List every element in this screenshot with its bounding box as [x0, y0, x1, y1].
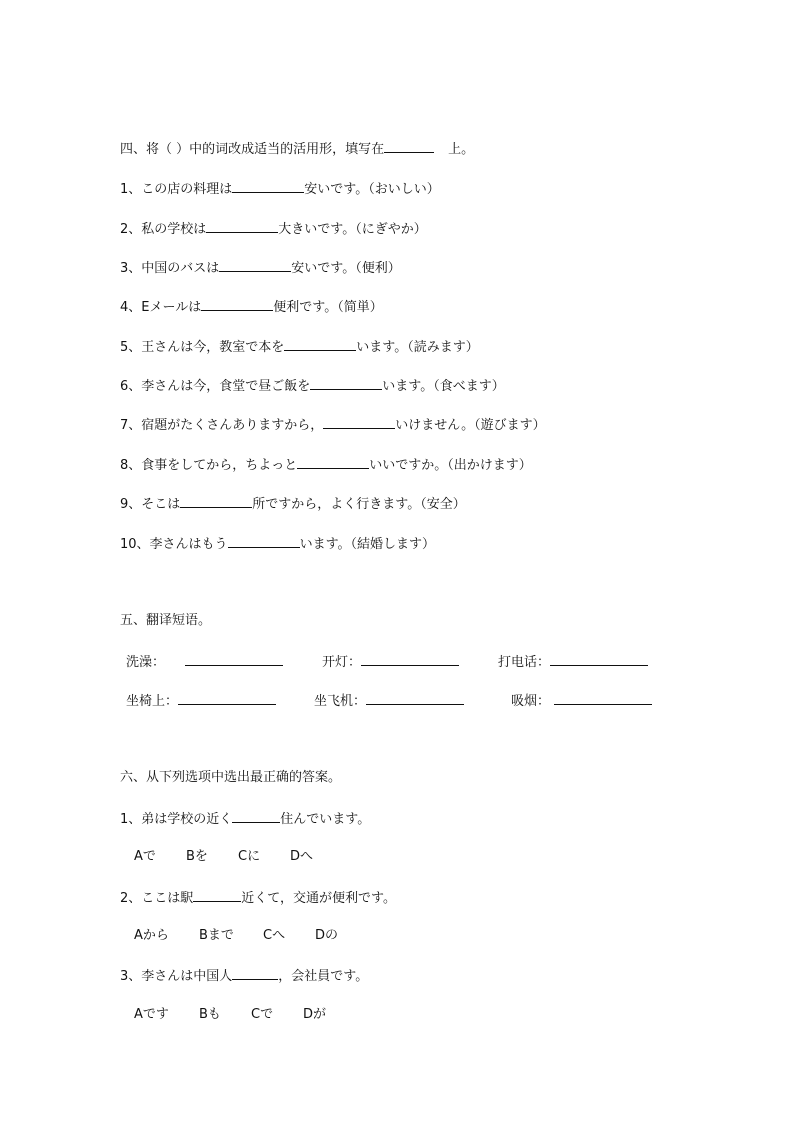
question-number: 2、: [120, 891, 142, 906]
section4-item-3: [120, 259, 401, 277]
item-number: 6、: [120, 379, 142, 394]
answer-blank: [310, 377, 382, 390]
translate-item-plane: [314, 692, 464, 710]
option-b[interactable]: Bも: [199, 1007, 221, 1022]
section4-title-text: 四、将（ ）中的词改成适当的活用形，填写在: [120, 142, 385, 157]
section4-item-8: [120, 456, 532, 474]
answer-blank: [219, 259, 291, 272]
item-text-before: 李さんは今，食堂で昼ご飯を: [141, 379, 311, 394]
answer-blank: [193, 889, 241, 902]
question-number: 1、: [120, 812, 142, 827]
section5-title: 五、翻译短语。: [120, 613, 212, 628]
phrase-label: 坐飞机：: [314, 694, 367, 709]
section4-title-end: 上。: [448, 142, 475, 157]
answer-blank: [180, 495, 252, 508]
item-number: 4、: [120, 300, 142, 315]
phrase-label: 坐椅上：: [126, 694, 179, 709]
question-text-before: 李さんは中国人: [141, 969, 233, 984]
item-text-before: 宿題がたくさんありますから，: [141, 418, 324, 433]
item-number: 7、: [120, 418, 142, 433]
item-text-before: そこは: [141, 497, 181, 512]
item-text-after: 所ですから，よく行きます。（安全）: [252, 497, 466, 512]
phrase-label: 吸烟：: [511, 694, 551, 709]
item-number: 10、: [120, 537, 150, 552]
item-text-after: います。（食べます）: [382, 379, 505, 394]
answer-blank: [232, 810, 280, 823]
option-c[interactable]: Cに: [238, 849, 261, 864]
question-1-options: [134, 849, 313, 865]
question-text-after: 住んでいます。: [280, 812, 371, 827]
option-a[interactable]: Aです: [134, 1007, 169, 1022]
option-d[interactable]: Dが: [303, 1007, 327, 1022]
option-b[interactable]: Bまで: [199, 928, 234, 943]
question-text-before: 弟は学校の近く: [141, 812, 233, 827]
item-text-after: 安いです。（便利）: [291, 261, 401, 276]
item-text-before: 李さんはもう: [149, 537, 228, 552]
section4-item-7: [120, 416, 546, 434]
answer-blank: [323, 416, 395, 429]
section6-title: 六、从下列选项中选出最正确的答案。: [120, 770, 342, 785]
item-number: 5、: [120, 340, 142, 355]
option-a[interactable]: Aから: [134, 928, 169, 943]
question-2: [120, 889, 396, 907]
section4-item-6: [120, 377, 505, 395]
translate-item-light: [322, 653, 459, 671]
item-text-before: 王さんは今，教室で本を: [141, 340, 285, 355]
question-2-options: [134, 928, 338, 944]
item-text-after: 安いです。（おいしい）: [304, 182, 440, 197]
option-d[interactable]: Dへ: [290, 849, 314, 864]
section4-title: [120, 140, 474, 158]
item-text-after: 大きいです。（にぎやか）: [278, 222, 427, 237]
option-c[interactable]: Cで: [251, 1007, 274, 1022]
translate-item-chair: [126, 692, 276, 710]
section4-item-2: [120, 220, 427, 238]
answer-blank: [232, 180, 304, 193]
answer-blank: [554, 692, 652, 705]
translate-item-smoke: [511, 692, 652, 710]
section4-item-9: [120, 495, 466, 513]
phrase-label: 洗澡：: [126, 655, 166, 670]
item-text-after: いけません。（遊びます）: [395, 418, 546, 433]
answer-blank: [228, 535, 300, 548]
item-number: 2、: [120, 222, 142, 237]
translate-item-shower: [126, 653, 283, 671]
answer-blank: [185, 653, 283, 666]
answer-blank: [284, 338, 356, 351]
answer-blank: [178, 692, 276, 705]
section4-item-1: [120, 180, 440, 198]
answer-blank: [361, 653, 459, 666]
answer-blank: [384, 140, 434, 153]
option-a[interactable]: Aで: [134, 849, 156, 864]
option-d[interactable]: Dの: [315, 928, 339, 943]
section4-item-4: [120, 298, 383, 316]
answer-blank: [206, 220, 278, 233]
question-1: [120, 810, 370, 828]
question-3-options: [134, 1007, 326, 1023]
answer-blank: [550, 653, 648, 666]
section4-item-10: [120, 535, 435, 553]
question-number: 3、: [120, 969, 142, 984]
item-text-before: 食事をしてから，ちよっと: [141, 458, 298, 473]
question-text-before: ここは駅: [141, 891, 194, 906]
item-text-after: 便利です。（简単）: [273, 300, 383, 315]
item-text-before: この店の料理は: [141, 182, 233, 197]
item-number: 9、: [120, 497, 142, 512]
answer-blank: [297, 456, 369, 469]
item-text-before: 中国のバスは: [141, 261, 220, 276]
item-text-after: います。（結婚します）: [299, 537, 436, 552]
question-text-after: 近くて，交通が便利です。: [241, 891, 396, 906]
translate-item-phone: [498, 653, 648, 671]
answer-blank: [232, 967, 278, 980]
question-3: [120, 967, 368, 985]
option-b[interactable]: Bを: [186, 849, 208, 864]
phrase-label: 打电话：: [498, 655, 551, 670]
item-text-before: Eメールは: [141, 300, 202, 315]
item-number: 8、: [120, 458, 142, 473]
item-number: 1、: [120, 182, 142, 197]
question-text-after: ，会社員です。: [278, 969, 369, 984]
item-text-before: 私の学校は: [141, 222, 207, 237]
item-text-after: いいですか。（出かけます）: [369, 458, 532, 473]
phrase-label: 开灯：: [322, 655, 362, 670]
item-text-after: います。（読みます）: [356, 340, 479, 355]
answer-blank: [366, 692, 464, 705]
item-number: 3、: [120, 261, 142, 276]
answer-blank: [201, 298, 273, 311]
section4-item-5: [120, 338, 479, 356]
option-c[interactable]: Cへ: [263, 928, 286, 943]
